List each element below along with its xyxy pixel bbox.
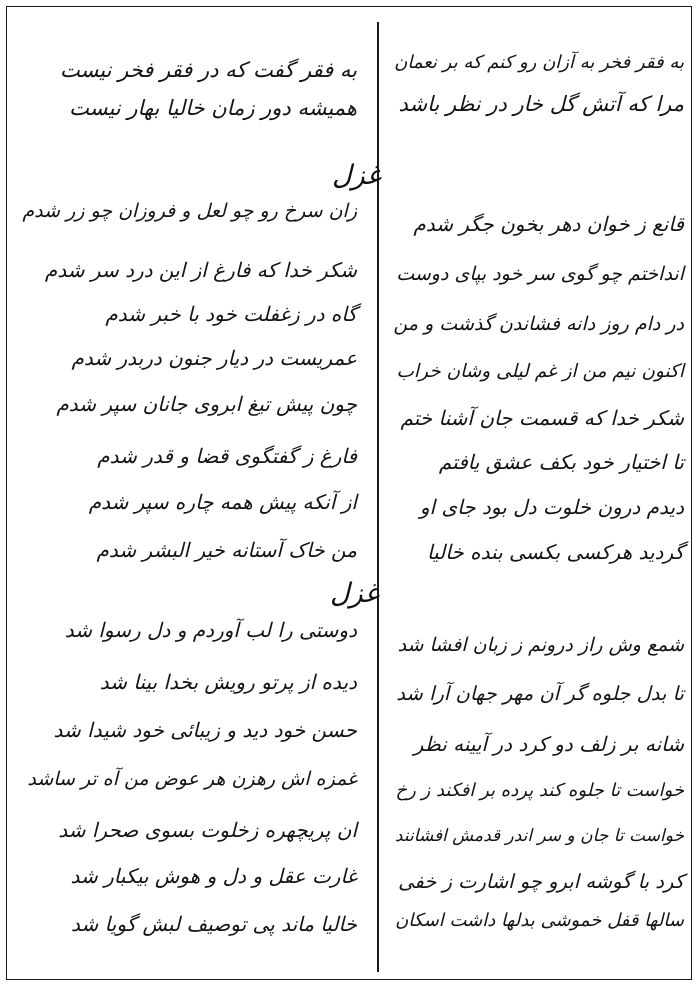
ghazal1-right-line-6: تا اختیار خود بکف عشق یافتم <box>438 450 684 474</box>
ghazal-heading-1: غزل <box>332 160 381 191</box>
ghazal1-left-line-2: شکر خدا که فارغ از این درد سر شدم <box>44 258 357 282</box>
ghazal2-right-line-1: شمع وش راز درونم ز زبان افشا شد <box>397 634 684 656</box>
ghazal1-left-line-7: از آنکه پیش همه چاره سپر شدم <box>88 490 357 514</box>
ghazal2-left-line-5: ان پریچهره زخلوت بسوی صحرا شد <box>58 818 357 842</box>
ghazal1-left-line-6: فارغ ز گفتگوی قضا و قدر شدم <box>97 444 357 468</box>
ghazal1-left-line-5: چون پیش تیغ ابروی جانان سپر شدم <box>56 392 357 416</box>
ghazal2-left-line-3: حسن خود دید و زیبائی خود شیدا شد <box>53 718 357 742</box>
ghazal1-right-line-2: انداختم چو گوی سر خود بپای دوست <box>396 263 684 285</box>
ghazal2-left-line-1: دوستی را لب آوردم و دل رسوا شد <box>64 618 357 642</box>
right-column <box>392 0 684 988</box>
ghazal1-right-line-4: اکنون نیم من از غم لیلی وشان خراب <box>396 361 684 382</box>
ghazal2-right-line-3: شانه بر زلف دو کرد در آیینه نظر <box>413 732 684 756</box>
ghazal-heading-2: غزل <box>330 578 379 609</box>
ghazal2-left-line-4: غمزه اش رهزن هر عوض من آه تر ساشد <box>27 768 357 790</box>
ghazal1-left-line-4: عمریست در دیار جنون دربدر شدم <box>71 346 357 370</box>
ghazal1-left-line-8: من خاک آستانه خیر البشر شدم <box>96 538 357 562</box>
ghazal2-right-line-4: خواست تا جلوه کند پرده بر افکند ز رخ <box>395 780 684 801</box>
header-right-hemistich-2: مرا که آتش گل خار در نظر باشد <box>398 92 684 116</box>
ghazal2-right-line-7: سالها قفل خموشی بدلها داشت اسکان <box>395 910 684 931</box>
ghazal2-left-line-6: غارت عقل و دل و هوش بیکبار شد <box>70 864 357 888</box>
header-right-hemistich-1: به فقر فخر به آزان رو کنم که بر نعمان <box>394 52 684 73</box>
ghazal1-right-line-1: قانع ز خوان دهر بخون جگر شدم <box>413 212 684 236</box>
ghazal2-left-line-2: دیده از پرتو رویش بخدا بینا شد <box>99 670 357 694</box>
ghazal1-right-line-5: شکر خدا که قسمت جان آشنا ختم <box>400 406 684 430</box>
ghazal2-right-line-6: کرد با گوشه ابرو چو اشارت ز خفی <box>398 870 684 893</box>
ghazal2-left-line-7: خالیا ماند پی توصیف لبش گویا شد <box>71 912 357 936</box>
ghazal1-right-line-7: دیدم درون خلوت دل بود جای او <box>419 495 684 519</box>
ghazal1-right-line-3: در دام روز دانه فشاندن گذشت و من <box>393 313 684 335</box>
ghazal1-left-line-3: گاه در زغفلت خود با خبر شدم <box>105 302 357 326</box>
left-column <box>22 0 357 988</box>
header-left-hemistich-2: همیشه دور زمان خالیا بهار نیست <box>69 96 357 120</box>
ghazal1-right-line-8: گردید هرکسی بکسی بنده خالیا <box>427 540 684 564</box>
ghazal1-left-line-1: زان سرخ رو چو لعل و فروزان چو زر شدم <box>22 200 357 222</box>
ghazal2-right-line-5: خواست تا جان و سر اندر قدمش افشانند <box>394 826 684 846</box>
header-left-hemistich-1: به فقر گفت که در فقر فخر نیست <box>59 58 357 82</box>
ghazal2-right-line-2: تا بدل جلوه گر آن مهر جهان آرا شد <box>396 682 684 705</box>
